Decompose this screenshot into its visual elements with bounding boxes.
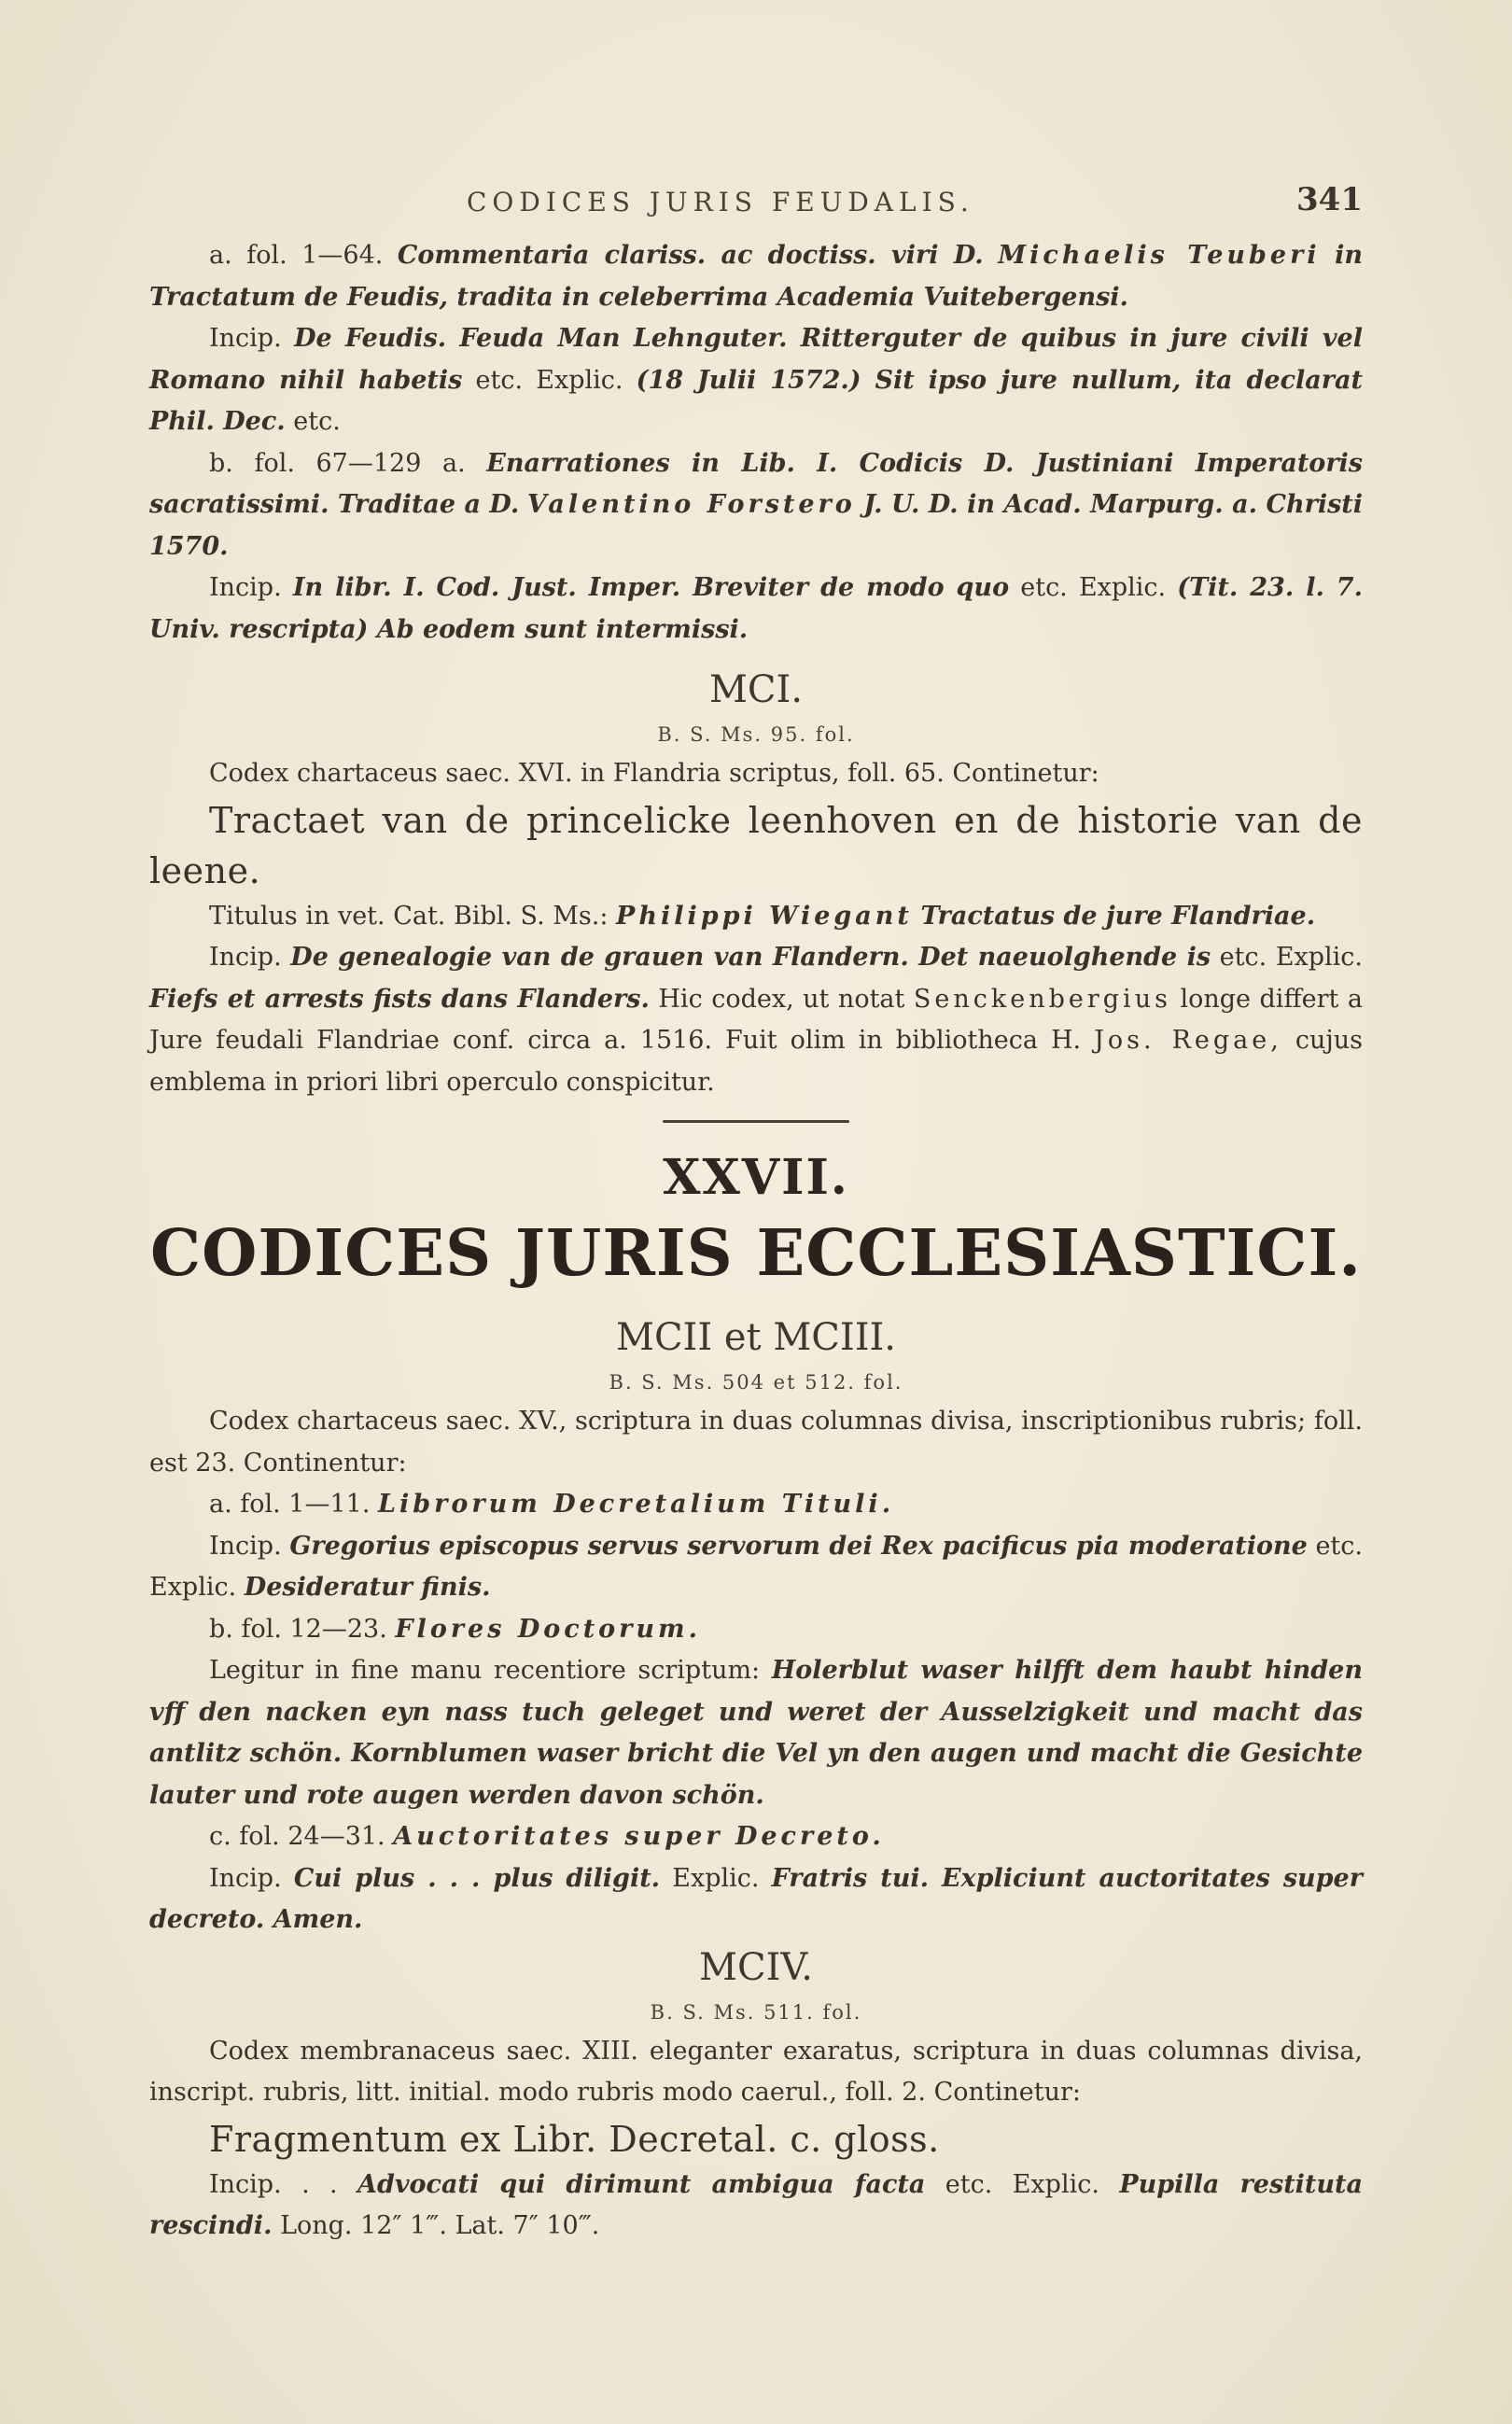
titulus-text: Tractatus de jure Flandriae. [920, 901, 1316, 931]
explic-text: (Tit. 23. l. 7. Univ. rescripta) Ab eodem sunt intermissi. [149, 573, 1363, 644]
item-a-incipit [149, 318, 1363, 443]
incip-text: De Feudis. Feuda Man Lehnguter. Ritterguter de quibus in jure civili vel Romano nihil habetis [149, 324, 1363, 395]
incip-label: Incip. [209, 1863, 282, 1893]
dimensions-text: Long. 12″ 1‴. Lat. 7″ 10‴. [280, 2211, 600, 2240]
titulus-author: Philippi Wiegant [616, 901, 913, 931]
running-title: CODICES JURIS FEUDALIS. [467, 187, 974, 217]
running-header [149, 179, 1363, 224]
etc-text: etc. [1219, 943, 1267, 972]
legitur-mcii [149, 1650, 1363, 1816]
incip-dots: . . [301, 2169, 338, 2199]
explic-text: Pupilla restituta rescindi. [149, 2169, 1363, 2240]
part-number: XXVII. [663, 1149, 849, 1206]
shelfmark-mci: B. S. Ms. 95. fol. [657, 723, 855, 746]
legitur-text: Holerblut waser hilfft dem haubt hinden vff den nacken eyn nass tuch geleget und weret der Ausselzigkeit und macht das antlitz schön. Kornblumen waser bricht die Vel yn den augen und macht die Gesichte lauter und rote augen werden davon schön. [149, 1656, 1363, 1810]
incipit-mci [149, 937, 1363, 1103]
shelfmark-mciv: B. S. Ms. 511. fol. [650, 2000, 862, 2024]
incip-label: Incip. [209, 324, 282, 353]
item-title: Librorum Decretalium Tituli. [378, 1490, 895, 1519]
item-b-title: Enarrationes in Lib. I. Codicis D. Justiniani Imperatoris sacratissimi. Traditae a D. [149, 448, 1363, 519]
legitur-lead: Legitur in fine manu recentiore scriptum: [209, 1656, 761, 1685]
entry-number-mci: MCI. [708, 668, 804, 711]
note-name: Senckenbergius [913, 984, 1171, 1014]
main-text [149, 235, 1363, 2248]
incip-label: Incip. [209, 943, 282, 972]
item-b-author: Valentino Forstero [526, 490, 856, 519]
etc-text: etc. [945, 2169, 993, 2199]
explic-label: Explic. [1275, 943, 1364, 972]
item-lead: b. fol. 12—23. [209, 1614, 387, 1644]
titulus-mci [149, 896, 1363, 938]
incipit-mciv [149, 2165, 1363, 2248]
description-mci: Codex chartaceus saec. XVI. in Flandria scriptus, foll. 65. Continetur: [209, 759, 1099, 788]
titulus-lead: Titulus in vet. Cat. Bibl. S. Ms.: [209, 901, 609, 931]
explic-text: Desideratur finis. [244, 1573, 491, 1602]
item-lead: c. fol. 24—31. [209, 1822, 385, 1851]
explic-label: Explic. [536, 365, 623, 395]
item-b-lead: b. fol. 67—129 a. [209, 448, 466, 478]
incip-text: Cui plus . . . plus diligit. [293, 1863, 661, 1893]
explic-label: Explic. [1012, 2169, 1099, 2199]
entry-number-mciv: MCIV. [699, 1945, 813, 1989]
item-a-title: Commentaria clariss. ac doctiss. viri D. [397, 241, 984, 270]
incip-text: De genealogie van de grauen van Flandern. Det naeuolghende is [290, 943, 1211, 972]
incip-label: Incip. [209, 2169, 282, 2199]
item-title: Auctoritates super Decreto. [393, 1822, 885, 1851]
item-a-paragraph [149, 235, 1363, 318]
incipit-a-mcii [149, 1526, 1363, 1609]
item-a-mcii [149, 1484, 1363, 1526]
note-text: longe differt a Jure feudali Flandriae conf. circa a. 1516. Fuit olim in bibliotheca H. [149, 984, 1363, 1055]
item-b-paragraph [149, 443, 1363, 568]
shelfmark-mcii: B. S. Ms. 504 et 512. fol. [609, 1371, 903, 1394]
item-a-lead: a. fol. 1—64. [209, 241, 384, 270]
item-lead: a. fol. 1—11. [209, 1490, 371, 1519]
explic-label: Explic. [672, 1863, 760, 1893]
etc-text: etc. [1020, 573, 1068, 602]
explic-label: Explic. [1078, 573, 1167, 602]
main-title-mci: Tractaet van de princelicke leenhoven en de historie van de leene. [149, 799, 1363, 891]
description-mcii: Codex chartaceus saec. XV., scriptura in duas columnas divisa, inscriptionibus rubris; foll. est 23. Continentur: [149, 1407, 1363, 1478]
incip-text: Gregorius episcopus servus servorum dei Rex pacificus pia moderatione [289, 1531, 1308, 1561]
note-name: Jos. Regae, [1094, 1026, 1282, 1055]
item-b-title-rest: J. U. D. in Acad. Marpurg. a. Christi 1570. [149, 490, 1364, 561]
incip-text: Advocati qui dirimunt ambigua facta [357, 2169, 926, 2199]
explic-text: (18 Julii 1572.) Sit ipso jure nullum, ita declarat Phil. Dec. [149, 365, 1363, 436]
main-title-mciv: Fragmentum ex Libr. Decretal. c. gloss. [209, 2118, 940, 2160]
explic-text: Fratris tui. Expliciunt auctoritates super decreto. Amen. [149, 1863, 1363, 1934]
incip-label: Incip. [209, 573, 282, 602]
etc-text: etc. [293, 407, 341, 436]
item-b-incipit [149, 567, 1363, 651]
explic-label: Explic. [149, 1573, 237, 1602]
item-title: Flores Doctorum. [395, 1614, 701, 1644]
note-text: Hic codex, ut notat [658, 984, 905, 1014]
etc-text: etc. [475, 365, 524, 395]
incipit-c-mcii [149, 1858, 1363, 1941]
item-a-title-rest: in Tractatum de Feudis, tradita in celeberrima Academia Vuitebergensi. [149, 241, 1364, 312]
incip-label: Incip. [209, 1531, 282, 1561]
item-b-mcii [149, 1609, 1363, 1651]
description-mciv: Codex membranaceus saec. XIII. eleganter exaratus, scriptura in duas columnas divisa, inscript. rubris, litt. initial. modo rubris modo caerul., foll. 2. Continetur: [149, 2036, 1363, 2107]
entry-number-mcii: MCII et MCIII. [615, 1316, 897, 1359]
explic-text: Fiefs et arrests fists dans Flanders. [149, 984, 650, 1014]
item-a-author: Michaelis Teuberi [998, 241, 1321, 270]
part-title: CODICES JURIS ECCLESIASTICI. [150, 1216, 1362, 1291]
note-text: cujus emblema in priori libri operculo conspicitur. [149, 1026, 1363, 1097]
page-number: 341 [1296, 181, 1363, 218]
etc-text: etc. [1315, 1531, 1363, 1561]
incip-text: In libr. I. Cod. Just. Imper. Breviter de modo quo [292, 573, 1010, 602]
item-c-mcii [149, 1816, 1363, 1858]
section-divider [663, 1120, 849, 1123]
